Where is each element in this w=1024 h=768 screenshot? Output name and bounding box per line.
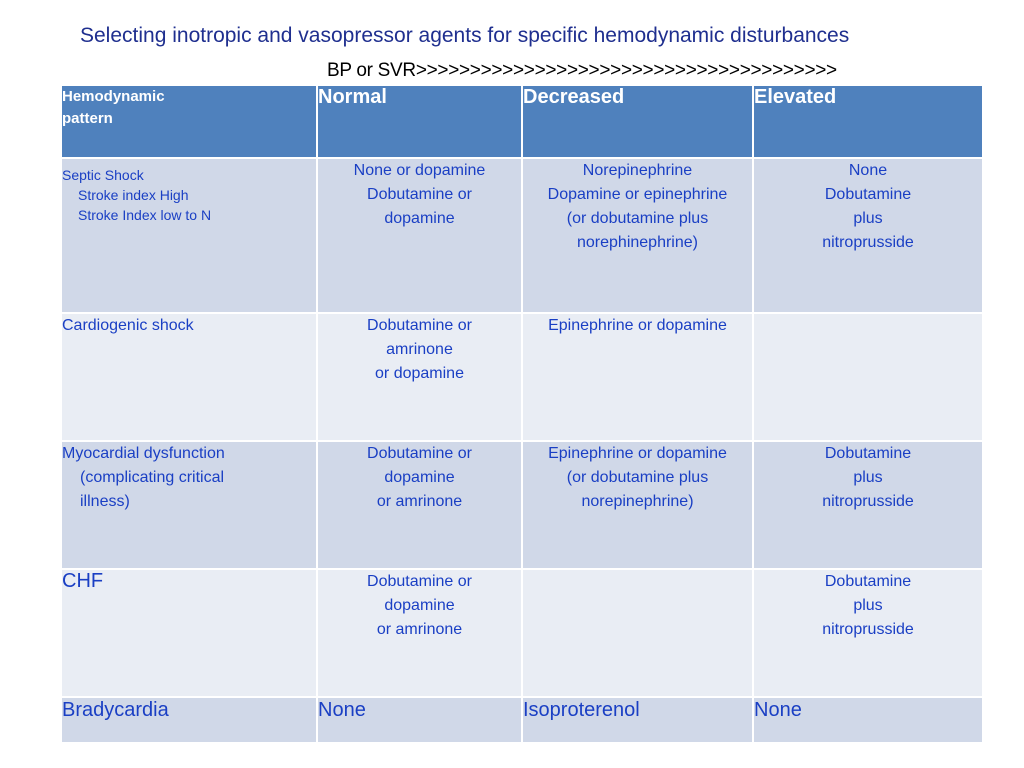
table-row-septic-shock: [61, 158, 983, 313]
table-row-myocardial-dysfunction: [61, 441, 983, 569]
cell-septic-normal: None or dopamine Dobutamine or dopamine: [317, 158, 522, 313]
cell-myocardial-normal: Dobutamine or dopamine or amrinone: [317, 441, 522, 569]
cell-chf-normal: Dobutamine or dopamine or amrinone: [317, 569, 522, 697]
row-label-bradycardia: Bradycardia: [61, 697, 317, 743]
agents-table: [60, 84, 984, 744]
cell-cardiogenic-decreased: Epinephrine or dopamine: [522, 313, 753, 441]
header-decreased: Decreased: [522, 85, 753, 158]
cell-chf-elevated: Dobutamine plus nitroprusside: [753, 569, 983, 697]
cell-brady-normal: None: [317, 697, 522, 743]
header-row: [61, 85, 983, 158]
table-row-chf: [61, 569, 983, 697]
cell-cardiogenic-elevated: [753, 313, 983, 441]
header-elevated: Elevated: [753, 85, 983, 158]
cell-brady-decreased: Isoproterenol: [522, 697, 753, 743]
slide-subtitle: BP or SVR>>>>>>>>>>>>>>>>>>>>>>>>>>>>>>>>>>>>>>>: [327, 60, 837, 81]
cell-chf-decreased: [522, 569, 753, 697]
cell-cardiogenic-normal: Dobutamine or amrinone or dopamine: [317, 313, 522, 441]
cell-myocardial-elevated: Dobutamine plus nitroprusside: [753, 441, 983, 569]
row-label-septic-shock: Septic Shock Stroke index High Stroke Index low to N: [61, 158, 317, 313]
slide-title: Selecting inotropic and vasopressor agents for specific hemodynamic disturbances: [80, 24, 850, 47]
cell-septic-decreased: Norepinephrine Dopamine or epinephrine (or dobutamine plus norephinephrine): [522, 158, 753, 313]
cell-myocardial-decreased: Epinephrine or dopamine (or dobutamine plus norepinephrine): [522, 441, 753, 569]
table-row-bradycardia: [61, 697, 983, 743]
table-row-cardiogenic-shock: [61, 313, 983, 441]
row-label-myocardial-dysfunction: Myocardial dysfunction (complicating critical illness): [61, 441, 317, 569]
row-label-cardiogenic-shock: Cardiogenic shock: [61, 313, 317, 441]
header-hemodynamic-pattern: Hemodynamic pattern: [61, 85, 317, 158]
cell-brady-elevated: None: [753, 697, 983, 743]
header-normal: Normal: [317, 85, 522, 158]
cell-septic-elevated: None Dobutamine plus nitroprusside: [753, 158, 983, 313]
row-label-chf: CHF: [61, 569, 317, 697]
